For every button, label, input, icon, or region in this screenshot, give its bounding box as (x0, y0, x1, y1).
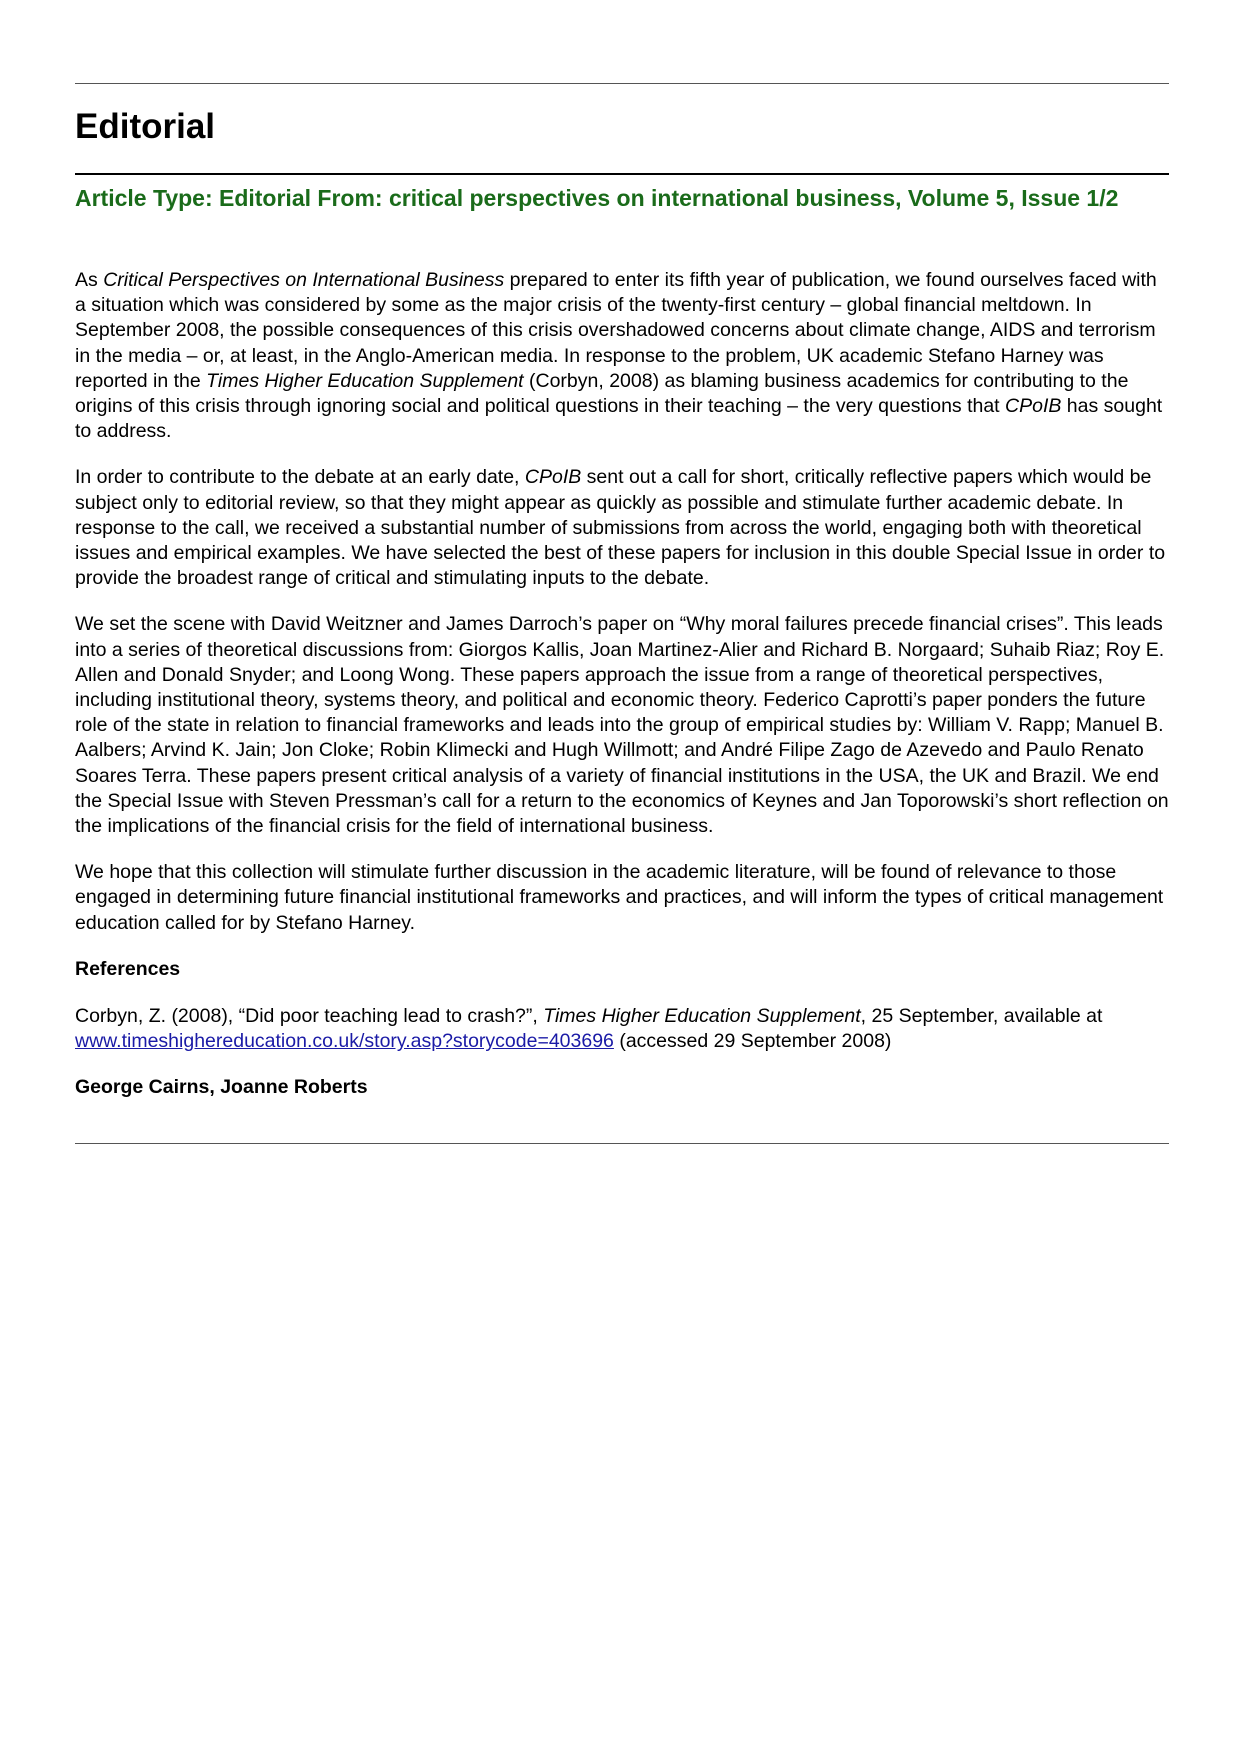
reference-entry: Corbyn, Z. (2008), “Did poor teaching lead to crash?”, Times Higher Education Supplement, 25 September, available at www.timeshighereducation.co.uk/story.asp?storycode=403696 (accessed 29 September 2008) (75, 1005, 1103, 1053)
journal-abbrev-italic: CPoIB (1005, 395, 1062, 418)
publication-title-italic: Times Higher Education Supplement (206, 369, 524, 392)
paragraph-contents-overview: We set the scene with David Weitzner and James Darroch’s paper on “Why moral failures precede financial crises”. This leads into a series of theoretical discussions from: Giorgos Kallis, Joan Martinez-Alier and Richard B. Norgaard; Suhaib Riaz; Roy E. Allen and Donald Snyder; and Loong Wong. These papers approach the issue from a range of theoretical perspectives, including institutional theory, systems theory, and political and economic theory. Federico Caprotti’s paper ponders the future role of the state in relation to financial frameworks and leads into the group of empirical studies by: William V. Rapp; Manuel B. Aalbers; Arvind K. Jain; Jon Cloke; Robin Klimecki and Hugh Willmott; and André Filipe Zago de Azevedo and Paulo Renato Soares Terra. These papers present critical analysis of a variety of financial institutions in the USA, the UK and Brazil. We end the Special Issue with Steven Pressman’s call for a return to the economics of Keynes and Jan Toporowski’s short reflection on the implications of the financial crisis for the field of international business. (75, 613, 1169, 838)
top-divider (75, 83, 1169, 84)
journal-title-italic: Critical Perspectives on International Business (103, 269, 505, 291)
page-title: Editorial (75, 107, 216, 146)
article-type-subtitle: Article Type: Editorial From: critical perspectives on international business, Volume 5, Issue 1/2 (75, 185, 1119, 211)
article-body (75, 268, 1169, 1122)
references-heading: References (75, 957, 181, 980)
bottom-divider (75, 1143, 1169, 1144)
journal-abbrev-italic: CPoIB (524, 466, 582, 489)
paragraph-closing: We hope that this collection will stimulate further discussion in the academic literature, will be found of relevance to those engaged in determining future financial institutional frameworks and practices, and will inform the types of critical management education called for by Stefano Harney. (75, 861, 1164, 934)
paragraph-intro: As Critical Perspectives on International Business prepared to enter its fifth year of publication, we found ourselves faced with a situation which was considered by some as the major crisis of the twenty-first century – global financial meltdown. In September 2008, the possible consequences of this crisis overshadowed concerns about climate change, AIDS and terrorism in the media – or, at least, in the Anglo-American media. In response to the problem, UK academic Stefano Harney was reported in the Times Higher Education Supplement (Corbyn, 2008) as blaming business academics for contributing to the origins of this crisis through ignoring social and political questions in their teaching – the very questions that CPoIB has sought to address. (75, 269, 1163, 443)
authors-line: George Cairns, Joanne Roberts (75, 1076, 368, 1099)
reference-link[interactable]: www.timeshighereducation.co.uk/story.asp?storycode=403696 (75, 1030, 614, 1053)
publication-title-italic: Times Higher Education Supplement (543, 1005, 861, 1028)
title-divider (75, 173, 1169, 175)
paragraph-call-for-papers: In order to contribute to the debate at an early date, CPoIB sent out a call for short, critically reflective papers which would be subject only to editorial review, so that they might appear as quickly as possible and stimulate further academic debate. In response to the call, we received a substantial number of submissions from across the world, engaging both with theoretical issues and empirical examples. We have selected the best of these papers for inclusion in this double Special Issue in order to provide the broadest range of critical and stimulating inputs to the debate. (75, 466, 1166, 590)
